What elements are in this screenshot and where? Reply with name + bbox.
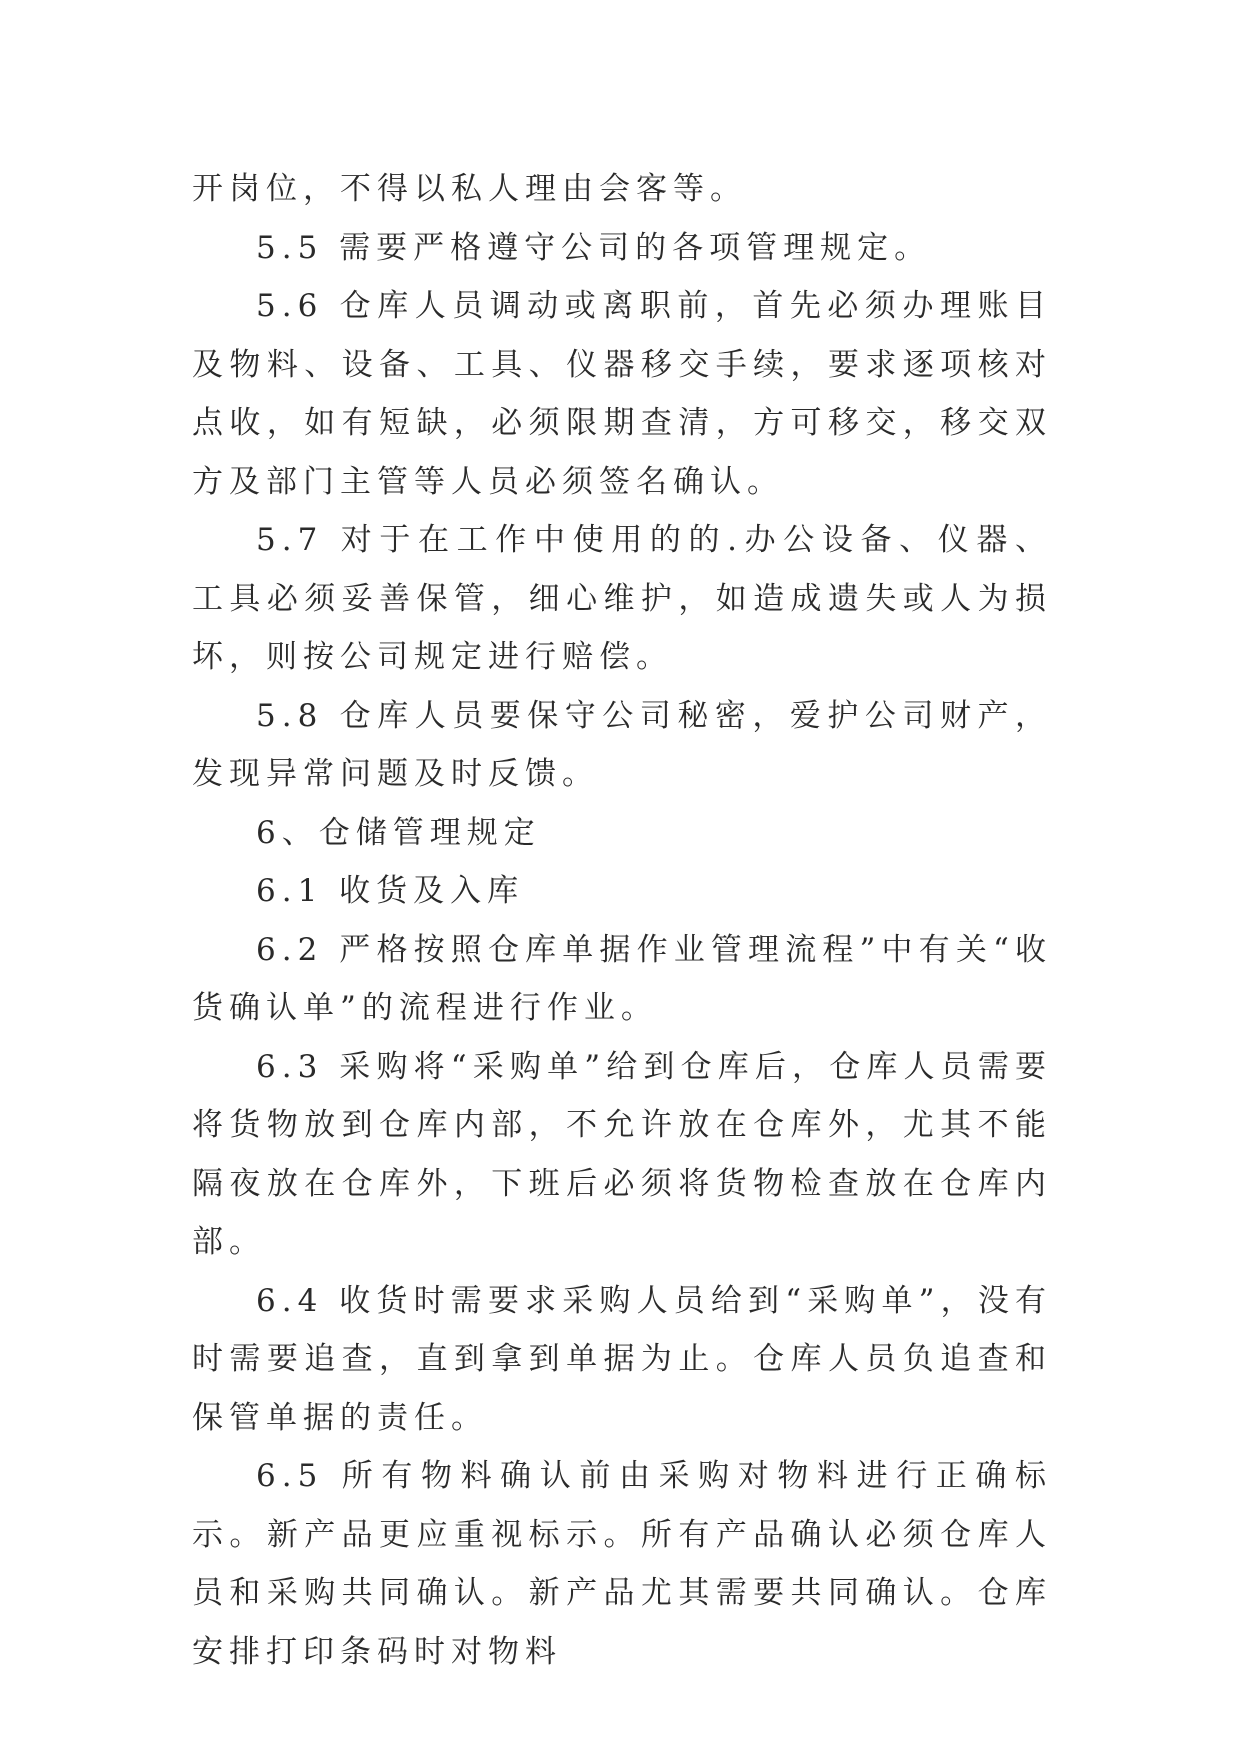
paragraph-6-5: 6.5 所有物料确认前由采购对物料进行正确标示。新产品更应重视标示。所有产品确认必须仓库人员和采购共同确认。新产品尤其需要共同确认。仓库安排打印条码时对物料: [192, 1458, 1052, 1670]
paragraph-6-1: 6.1 收货及入库: [256, 873, 525, 909]
paragraph-6-4: 6.4 收货时需要求采购人员给到“采购单”，没有时需要追查，直到拿到单据为止。仓库人员负追查和保管单据的责任。: [192, 1282, 1052, 1436]
paragraph-6-2: 6.2 严格按照仓库单据作业管理流程”中有关“收货确认单”的流程进行作业。: [192, 931, 1052, 1026]
paragraph-continuation: 开岗位，不得以私人理由会客等。: [192, 171, 747, 207]
document-body: [192, 160, 1052, 1681]
section-heading-6: 6、仓储管理规定: [256, 814, 541, 851]
paragraph-6-3: 6.3 采购将“采购单”给到仓库后，仓库人员需要将货物放到仓库内部，不允许放在仓库外，尤其不能隔夜放在仓库外，下班后必须将货物检查放在仓库内部。: [192, 1048, 1052, 1260]
paragraph-5-6: 5.6 仓库人员调动或离职前，首先必须办理账目及物料、设备、工具、仪器移交手续，要求逐项核对点收，如有短缺，必须限期查清，方可移交，移交双方及部门主管等人员必须签名确认。: [192, 288, 1052, 500]
paragraph-5-5: 5.5 需要严格遵守公司的各项管理规定。: [256, 229, 932, 266]
paragraph-5-7: 5.7 对于在工作中使用的的.办公设备、仪器、工具必须妥善保管，细心维护，如造成遗失或人为损坏，则按公司规定进行赔偿。: [192, 522, 1052, 675]
paragraph-5-8: 5.8 仓库人员要保守公司秘密，爱护公司财产，发现异常问题及时反馈。: [192, 697, 1052, 792]
